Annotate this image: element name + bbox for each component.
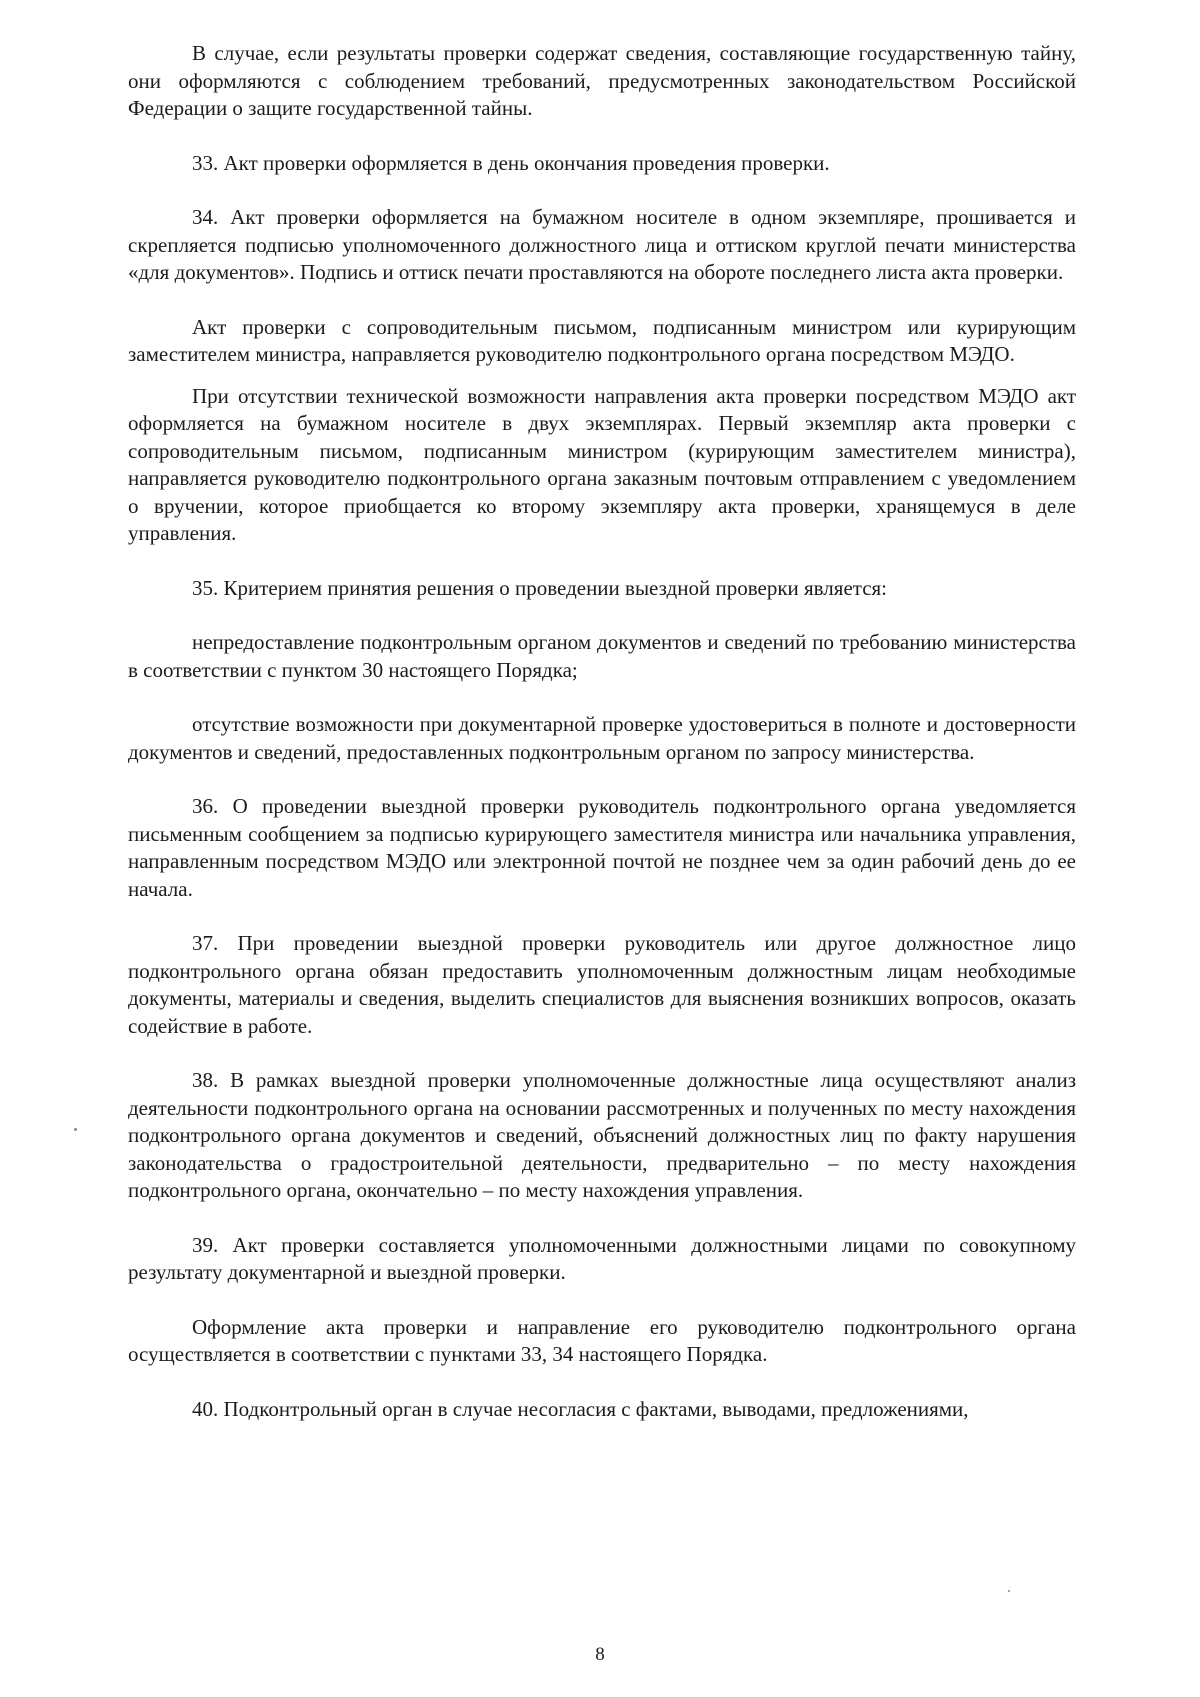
scan-speck bbox=[74, 1128, 77, 1131]
document-page bbox=[128, 40, 1076, 1640]
scan-speck bbox=[1008, 1590, 1010, 1592]
paragraph-34-no-medo: При отсутствии технической возможности направления акта проверки посредством МЭДО акт оформляется на бумажном носителе в двух экземплярах. Первый экземпляр акта проверки с сопроводительным письмом, подписанным министром (курирующим заместителем министра), направляется руководителю подконтрольного органа заказным почтовым отправлением с уведомлением о вручении, которое приобщается ко второму экземпляру акта проверки, хранящемуся в деле управления. bbox=[128, 383, 1076, 545]
paragraph-35: 35. Критерием принятия решения о проведении выездной проверки является: bbox=[192, 575, 888, 600]
paragraph-37: 37. При проведении выездной проверки руководитель или другое должностное лицо подконтрольного органа обязан предоставить уполномоченным должностным лицам необходимые документы, материалы и сведения, выделить специалистов для выяснения возникших вопросов, оказать содействие в работе. bbox=[128, 931, 1076, 1038]
paragraph-35-criterion-1: непредоставление подконтрольным органом документов и сведений по требованию министерства в соответствии с пунктом 30 настоящего Порядка; bbox=[128, 630, 1076, 682]
paragraph-40: 40. Подконтрольный орган в случае несогласия с фактами, выводами, предложениями, bbox=[192, 1396, 969, 1421]
paragraph-39: 39. Акт проверки составляется уполномоченными должностными лицами по совокупному результату документарной и выездной проверки. bbox=[128, 1232, 1076, 1284]
paragraph-34: 34. Акт проверки оформляется на бумажном носителе в одном экземпляре, прошивается и скрепляется подписью уполномоченного должностного лица и оттиском круглой печати министерства «для документов». Подпись и оттиск печати проставляются на обороте последнего листа акта проверки. bbox=[128, 205, 1076, 284]
paragraph-39-formalization: Оформление акта проверки и направление его руководителю подконтрольного органа осуществляется в соответствии с пунктами 33, 34 настоящего Порядка. bbox=[128, 1314, 1076, 1366]
paragraph-state-secret: В случае, если результаты проверки содержат сведения, составляющие государственную тайну, они оформляются с соблюдением требований, предусмотренных законодательством Российской Федерации о защите государственной тайны. bbox=[128, 41, 1076, 120]
paragraph-35-criterion-2: отсутствие возможности при документарной проверке удостовериться в полноте и достоверности документов и сведений, предоставленных подконтрольным органом по запросу министерства. bbox=[128, 712, 1076, 764]
paragraph-36: 36. О проведении выездной проверки руководитель подконтрольного органа уведомляется письменным сообщением за подписью курирующего заместителя министра или начальника управления, направленным посредством МЭДО или электронной почтой не позднее чем за один рабочий день до ее начала. bbox=[128, 794, 1076, 901]
page-number: 8 bbox=[595, 1644, 605, 1665]
paragraph-38: 38. В рамках выездной проверки уполномоченные должностные лица осуществляют анализ деятельности подконтрольного органа на основании рассмотренных и полученных по месту нахождения подконтрольного органа документов и сведений, объяснений должностных лиц по факту нарушения законодательства о градостроительной деятельности, предварительно – по месту нахождения подконтрольного органа, окончательно – по месту нахождения управления. bbox=[128, 1068, 1076, 1202]
paragraph-34-cover-letter: Акт проверки с сопроводительным письмом, подписанным министром или курирующим заместителем министра, направляется руководителю подконтрольного органа посредством МЭДО. bbox=[128, 314, 1076, 366]
paragraph-33: 33. Акт проверки оформляется в день окончания проведения проверки. bbox=[192, 150, 830, 175]
